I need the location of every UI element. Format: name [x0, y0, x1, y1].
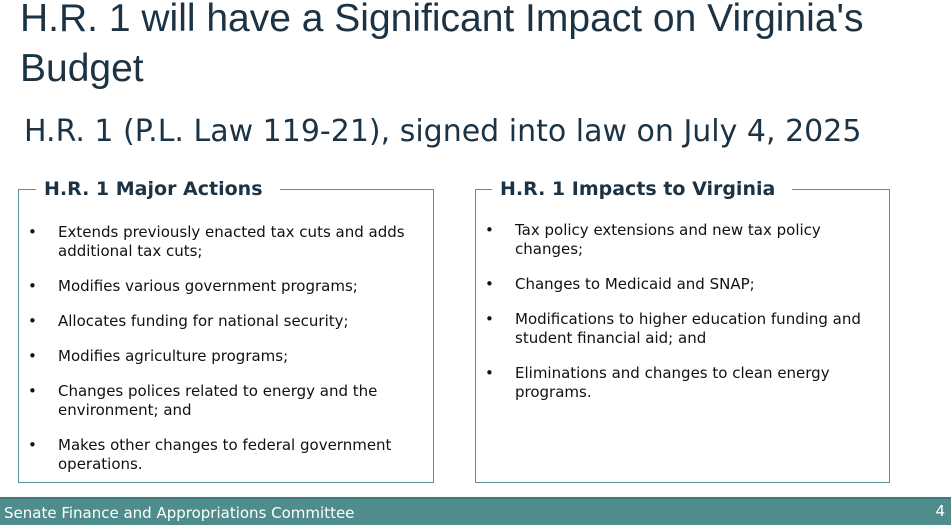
slide-footer: [0, 497, 951, 525]
bullet-icon: •: [28, 382, 37, 400]
list-item-text: Eliminations and changes to clean energy programs.: [515, 364, 830, 401]
major-actions-list: [19, 223, 433, 490]
list-item: [19, 382, 433, 420]
list-item: [19, 312, 433, 331]
list-item-text: Makes other changes to federal government operations.: [58, 436, 392, 473]
list-item: [476, 364, 889, 402]
bullet-icon: •: [28, 312, 37, 330]
list-item-text: Modifies various government programs;: [58, 277, 358, 295]
bullet-icon: •: [485, 275, 494, 293]
list-item-text: Modifications to higher education funding and student financial aid; and: [515, 310, 861, 347]
major-actions-heading: H.R. 1 Major Actions: [36, 177, 280, 201]
page-number: 4: [935, 502, 945, 520]
list-item-text: Tax policy extensions and new tax policy changes;: [515, 221, 821, 258]
list-item: [476, 275, 889, 294]
virginia-impacts-panel: [475, 178, 890, 483]
list-item: [19, 277, 433, 296]
bullet-icon: •: [28, 223, 37, 241]
list-item-text: Extends previously enacted tax cuts and adds additional tax cuts;: [58, 223, 405, 260]
slide-title: H.R. 1 will have a Significant Impact on Virginia's Budget: [20, 0, 864, 90]
bullet-icon: •: [485, 310, 494, 328]
bullet-icon: •: [485, 364, 494, 382]
list-item: [476, 221, 889, 259]
list-item: [476, 310, 889, 348]
virginia-impacts-heading: H.R. 1 Impacts to Virginia: [492, 177, 792, 201]
list-item-text: Changes polices related to energy and the environment; and: [58, 382, 378, 419]
footer-committee-name: Senate Finance and Appropriations Committee: [4, 504, 355, 522]
bullet-icon: •: [28, 347, 37, 365]
slide-subtitle: H.R. 1 (P.L. Law 119-21), signed into law on July 4, 2025: [24, 114, 862, 149]
major-actions-panel: [18, 178, 434, 483]
bullet-icon: •: [28, 277, 37, 295]
list-item-text: Allocates funding for national security;: [58, 312, 349, 330]
bullet-icon: •: [485, 221, 494, 239]
bullet-icon: •: [28, 436, 37, 454]
virginia-impacts-list: [476, 221, 889, 418]
list-item: [19, 436, 433, 474]
list-item: [19, 223, 433, 261]
list-item-text: Changes to Medicaid and SNAP;: [515, 275, 755, 293]
list-item-text: Modifies agriculture programs;: [58, 347, 289, 365]
list-item: [19, 347, 433, 366]
